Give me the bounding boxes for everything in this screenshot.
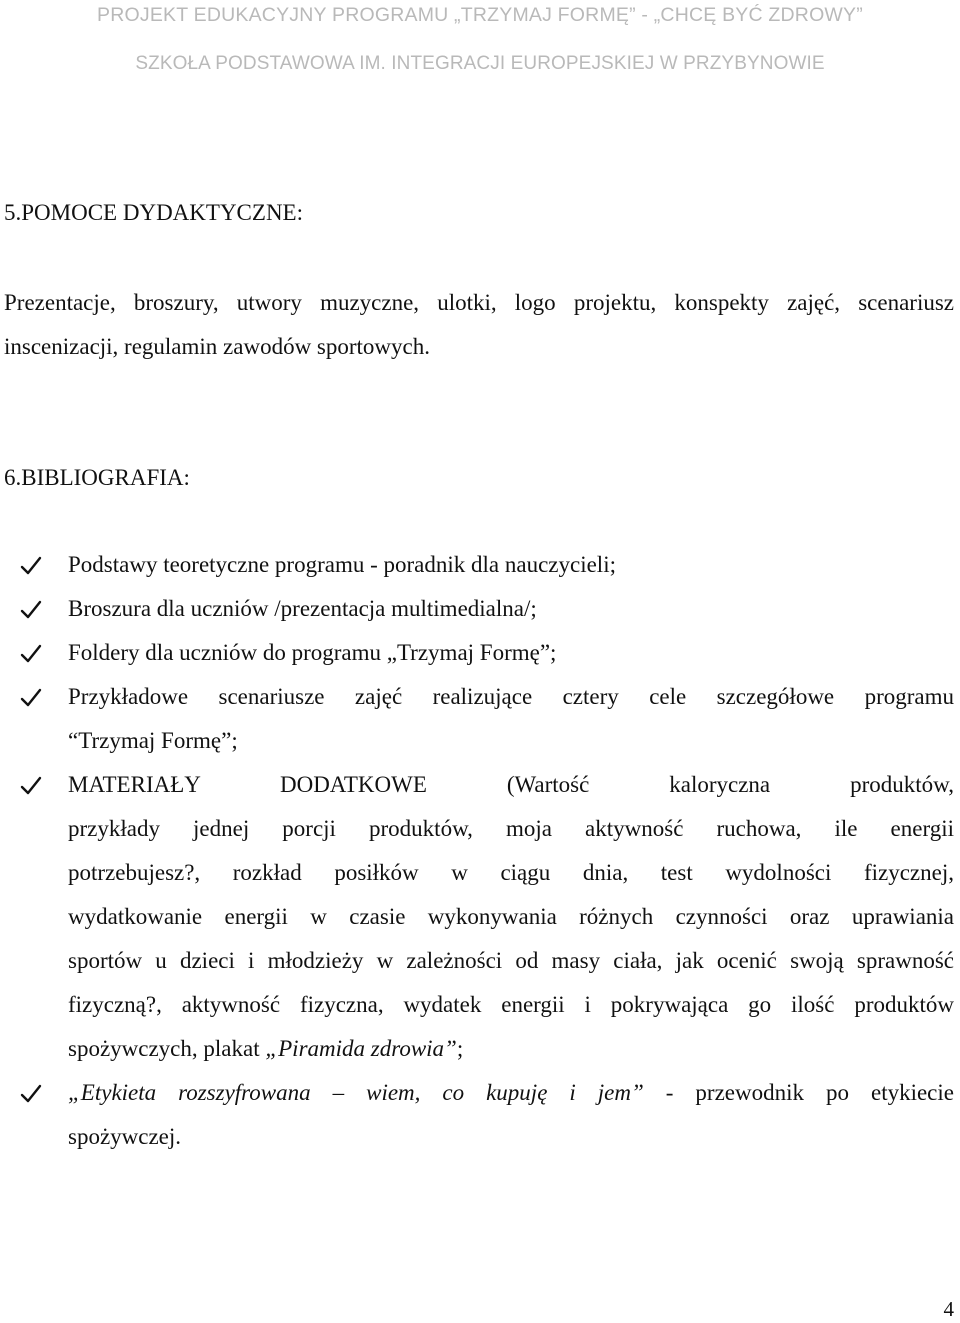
bibliography-item-line: wydatkowanie energii w czasie wykonywania różnych czynności oraz uprawiania [68, 904, 954, 929]
bibliography-item [0, 763, 960, 1071]
bibliography-item-text: Podstawy teoretyczne programu - poradnik dla nauczycieli; [68, 552, 616, 577]
bibliography-item [0, 631, 960, 675]
bibliography-list [0, 543, 960, 1159]
teaching-aids-line: Prezentacje, broszury, utwory muzyczne, ulotki, logo projektu, konspekty zajęć, scenariusz [4, 290, 954, 315]
bibliography-item [0, 1071, 960, 1159]
section-heading-teaching-aids: 5.POMOCE DYDAKTYCZNE: [4, 200, 303, 225]
bibliography-item-line: przykłady jednej porcji produktów, moja aktywność ruchowa, ile energii [68, 816, 954, 841]
header-project-title: PROJEKT EDUKACYJNY PROGRAMU „TRZYMAJ FORMĘ” - „CHCĘ BYĆ ZDROWY” [97, 4, 863, 26]
checkmark-icon [20, 1084, 42, 1104]
checkmark-icon [20, 600, 42, 620]
teaching-aids-line: inscenizacji, regulamin zawodów sportowych. [4, 334, 431, 359]
bibliography-item-line: fizyczną?, aktywność fizyczna, wydatek energii i pokrywająca go ilość produktów [68, 992, 954, 1017]
checkmark-icon [20, 556, 42, 576]
bibliography-item-text: Broszura dla uczniów /prezentacja multimedialna/; [68, 596, 537, 621]
section-heading-bibliography: 6.BIBLIOGRAFIA: [4, 465, 190, 490]
teaching-aids-paragraph [4, 281, 954, 369]
line-text: spożywczych, plakat [68, 1036, 266, 1061]
bibliography-item-line [68, 1027, 954, 1071]
header-school-name: SZKOŁA PODSTAWOWA IM. INTEGRACJI EUROPEJSKIEJ W PRZYBYNOWIE [135, 53, 825, 74]
bibliography-item-line: Przykładowe scenariusze zajęć realizujące cztery cele szczegółowe programu [68, 684, 954, 709]
bibliography-item-line [68, 1071, 954, 1115]
bibliography-item-line: sportów u dzieci i młodzieży w zależności od masy ciała, jak ocenić swoją sprawność [68, 948, 954, 973]
checkmark-icon [20, 688, 42, 708]
bibliography-item-line: spożywczej. [68, 1124, 182, 1149]
line-text: ; [456, 1036, 464, 1061]
bibliography-item-line: potrzebujesz?, rozkład posiłków w ciągu dnia, test wydolności fizycznej, [68, 860, 954, 885]
line-text: - przewodnik po etykiecie [643, 1080, 954, 1105]
poster-title: „Piramida zdrowia” [265, 1036, 457, 1061]
checkmark-icon [20, 644, 42, 664]
bibliography-item [0, 675, 960, 763]
bibliography-item [0, 587, 960, 631]
bibliography-item-line: “Trzymaj Formę”; [68, 728, 238, 753]
bibliography-item-line: MATERIAŁY DODATKOWE (Wartość kaloryczna produktów, [68, 772, 954, 797]
bibliography-item-text: Foldery dla uczniów do programu „Trzymaj Formę”; [68, 640, 557, 665]
guide-title: „Etykieta rozszyfrowana – wiem, co kupuję i jem” [68, 1080, 644, 1105]
checkmark-icon [20, 776, 42, 796]
bibliography-item [0, 543, 960, 587]
page-number: 4 [943, 1297, 954, 1321]
